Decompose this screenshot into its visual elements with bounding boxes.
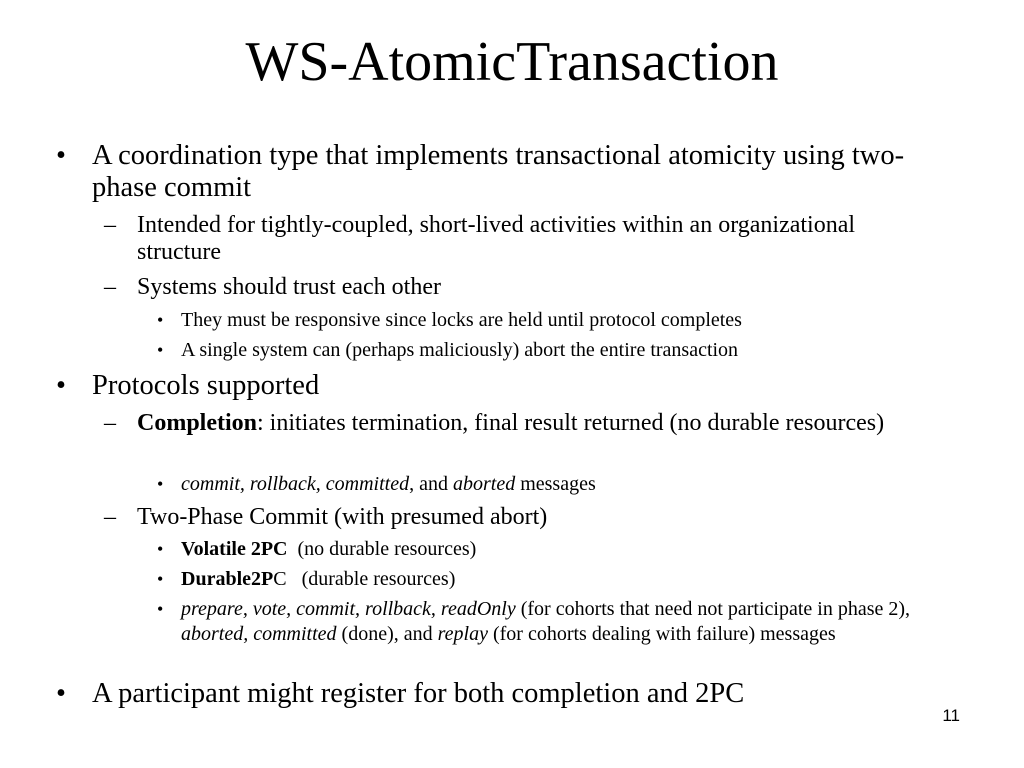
bullet-marker: • (157, 310, 164, 330)
dash-marker: – (104, 504, 116, 530)
bullet-level2: Systems should trust each other (137, 274, 441, 300)
bullet-marker: • (157, 569, 164, 589)
bullet-text: messages (515, 473, 596, 495)
message-names: aborted (453, 473, 516, 495)
dash-marker: – (104, 410, 116, 436)
bullet-level3 (181, 537, 961, 562)
bullet-marker: • (56, 140, 66, 171)
message-names: replay (437, 623, 488, 645)
message-names: commit, rollback, committed (181, 473, 410, 495)
bullet-level3 (181, 472, 961, 497)
term-volatile-2pc: Volatile 2PC (181, 538, 288, 560)
bullet-text: (no durable resources) (287, 538, 477, 560)
bullet-text: (done), and (336, 623, 438, 645)
dash-marker: – (104, 212, 116, 238)
term-durable-2pc: Durable2P (181, 568, 274, 590)
bullet-text: (for cohorts dealing with failure) messages (487, 623, 836, 645)
bullet-marker: • (157, 474, 164, 494)
bullet-text: : initiates termination, final result returned (no durable resources) (257, 410, 885, 436)
bullet-level3: A single system can (perhaps maliciously) abort the entire transaction (181, 339, 739, 361)
bullet-level3: They must be responsive since locks are held until protocol completes (181, 309, 742, 331)
bullet-text: , and (409, 473, 453, 495)
message-names: aborted, committed (181, 623, 337, 645)
bullet-text: (for cohorts that need not participate in phase 2), (515, 598, 911, 620)
bullet-level2: Two-Phase Commit (with presumed abort) (137, 504, 548, 530)
slide-title: WS-AtomicTransaction (245, 31, 779, 93)
bullet-level3 (181, 567, 961, 592)
bullet-marker: • (157, 340, 164, 360)
page-number: 11 (942, 706, 960, 725)
message-names: prepare, vote, commit, rollback, readOnly (181, 598, 516, 620)
bullet-level1: Protocols supported (92, 370, 320, 401)
term-completion: Completion (137, 410, 257, 436)
bullet-level1: A coordination type that implements transactional atomicity using two-phase commit (92, 140, 905, 203)
bullet-marker: • (157, 539, 164, 559)
bullet-marker: • (56, 370, 66, 401)
term-durable-2pc-tail: C (273, 568, 287, 590)
bullet-marker: • (157, 599, 164, 619)
bullet-marker: • (56, 678, 66, 709)
bullet-level1: A participant might register for both completion and 2PC (92, 678, 745, 709)
bullet-level2: Intended for tightly-coupled, short-lived activities within an organizational structure (137, 212, 856, 265)
bullet-level2 (137, 410, 917, 437)
dash-marker: – (104, 274, 116, 300)
bullet-level3 (181, 597, 951, 647)
bullet-text: (durable resources) (286, 568, 456, 590)
